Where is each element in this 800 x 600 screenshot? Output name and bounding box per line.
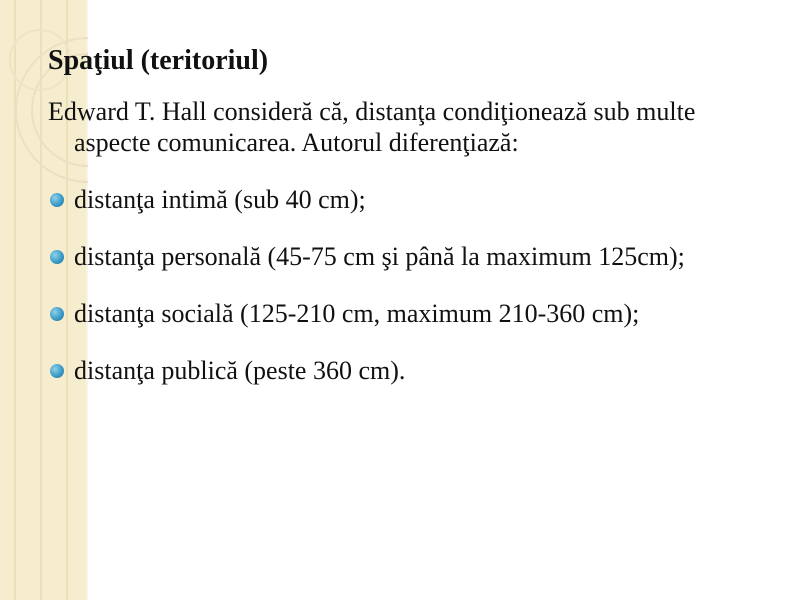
circle-bullet-icon (50, 364, 64, 378)
list-item-text: distanţa personală (45-75 cm şi până la maximum 125cm); (74, 242, 685, 271)
list-item-text: distanţa intimă (sub 40 cm); (74, 185, 366, 214)
circle-bullet-icon (50, 250, 64, 264)
list-item-text: distanţa publică (peste 360 cm). (74, 356, 406, 385)
list-item (48, 298, 768, 329)
slide-content (48, 44, 768, 412)
intro-paragraph: Edward T. Hall consideră că, distanţa condiţionează sub multe aspecte comunicarea. Autorul diferenţiază: (48, 97, 696, 157)
list-item (48, 355, 768, 386)
slide-title: Spaţiul (teritoriul) (48, 45, 269, 76)
circle-bullet-icon (50, 193, 64, 207)
circle-bullet-icon (50, 307, 64, 321)
list-item-text: distanţa socială (125-210 cm, maximum 210-360 cm); (74, 299, 640, 328)
list-item (48, 241, 768, 272)
list-item (48, 184, 768, 215)
